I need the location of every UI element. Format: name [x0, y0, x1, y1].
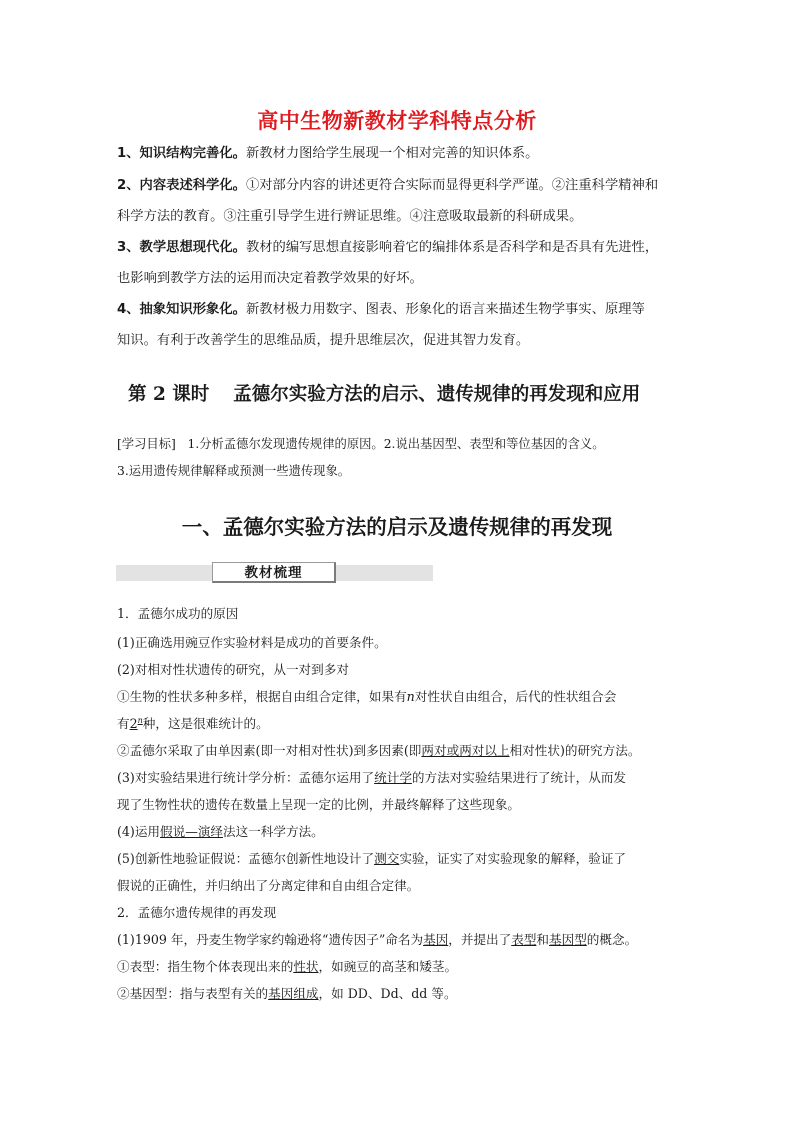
goals-text: 1.分析孟德尔发现遗传规律的原因。2.说出基因型、表型和等位基因的含义。: [187, 437, 605, 451]
feature-text: 也影响到教学方法的运用而决定着教学效果的好坏。: [117, 271, 423, 286]
body-line: ②基因型：指与表型有关的基因组成，如 DD、Dd、dd 等。: [117, 986, 457, 1001]
body-line: ①表型：指生物个体表现出来的性状，如豌豆的高茎和矮茎。: [117, 959, 458, 974]
body-line: (1)正确选用豌豆作实验材料是成功的首要条件。: [117, 635, 387, 650]
subheading: 2．孟德尔遗传规律的再发现: [117, 905, 277, 920]
body-line: 有2$^n$种，这是很难统计的。: [117, 715, 269, 731]
lesson-title: 孟德尔实验方法的启示、遗传规律的再发现和应用: [233, 384, 641, 405]
feature-text: ①对部分内容的讲述更符合实际而显得更科学严谨。②注重科学精神和: [245, 178, 659, 193]
body-line: ②孟德尔采取了由单因素(即一对相对性状)到多因素(即两对或两对以上相对性状)的研究方法。: [117, 743, 641, 758]
feature-text: 新教材力图给学生展现一个相对完善的知识体系。: [245, 146, 539, 161]
feature-text: 新教材极力用数字、图表、形象化的语言来描述生物学事实、原理等: [245, 302, 645, 317]
section-title: 一、孟德尔实验方法的启示及遗传规律的再发现: [181, 515, 613, 539]
feature-text: 教材的编写思想直接影响着它的编排体系是否科学和是否具有先进性，: [245, 240, 659, 255]
body-line: (2)对相对性状遗传的研究，从一对到多对: [117, 662, 349, 677]
learning-goals: [117, 431, 689, 485]
feature-item-1: [117, 138, 683, 169]
goals-text: 3.运用遗传规律解释或预测一些遗传现象。: [117, 464, 351, 478]
feature-text: 知识。有利于改善学生的思维品质，提升思维层次，促进其智力发育。: [117, 333, 530, 348]
feature-head: 3、教学思想现代化。: [117, 240, 246, 255]
feature-item-4: [117, 294, 683, 356]
body-line: 假说的正确性，并归纳出了分离定律和自由组合定律。: [117, 878, 420, 893]
subheading: 1．孟德尔成功的原因: [117, 606, 239, 621]
lesson-heading: [128, 380, 688, 406]
feature-item-2: [117, 170, 683, 232]
body-line: (5)创新性地验证假说：孟德尔创新性地设计了测交实验，证实了对实验现象的解释，验证了: [117, 851, 626, 866]
section-tag: 教材梳理: [212, 562, 336, 583]
feature-item-3: [117, 232, 683, 294]
feature-head: 4、抽象知识形象化。: [117, 302, 246, 317]
body-line: (4)运用假说—演绎法这一科学方法。: [117, 824, 324, 839]
goals-label: [学习目标]: [117, 437, 176, 451]
feature-head: 1、知识结构完善化。: [117, 146, 246, 161]
body-line: ①生物的性状多种多样，根据自由组合定律，如果有n对性状自由组合，后代的性状组合会: [117, 689, 617, 704]
page-title: 高中生物新教材学科特点分析: [257, 109, 537, 133]
feature-text: 科学方法的教育。③注重引导学生进行辨证思维。④注意吸取最新的科研成果。: [117, 209, 583, 224]
body-line: (1)1909 年，丹麦生物学家约翰逊将“遗传因子”命名为基因，并提出了表型和基因型的概念。: [117, 932, 638, 947]
body-line: (3)对实验结果进行统计学分析：孟德尔运用了统计学的方法对实验结果进行了统计，从而发: [117, 770, 626, 785]
body-line: 现了生物性状的遗传在数量上呈现一定的比例，并最终解释了这些现象。: [117, 797, 520, 812]
feature-head: 2、内容表述科学化。: [117, 178, 246, 193]
lesson-number: 第 2 课时: [128, 384, 210, 405]
